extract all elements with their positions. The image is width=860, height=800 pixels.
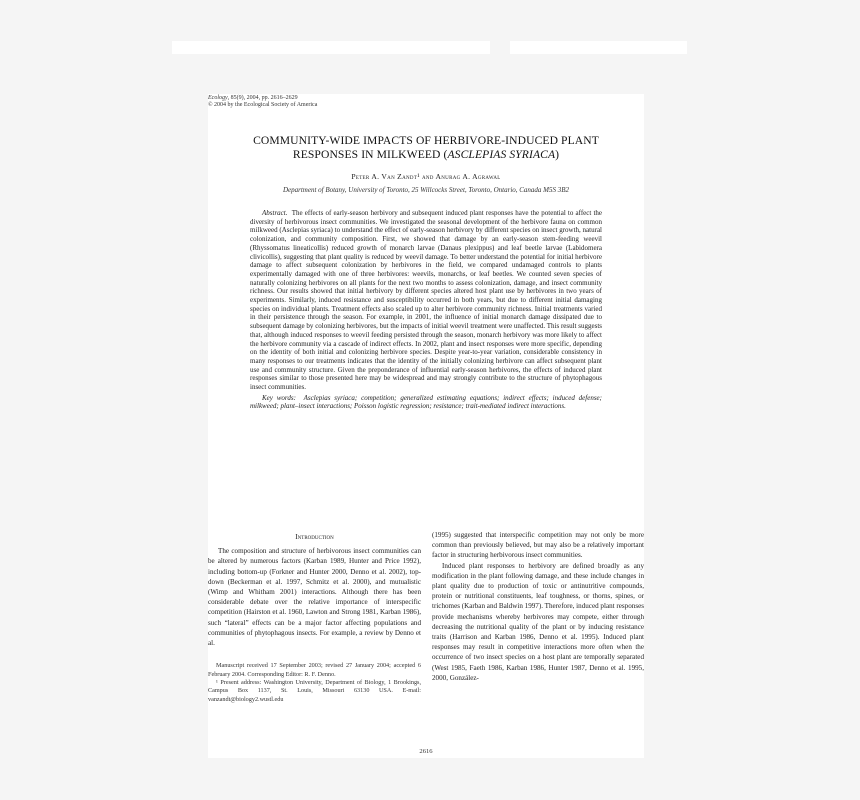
authors: Peter A. Van Zandt¹ and Anurag A. Agrawal (351, 172, 501, 181)
keywords-text: Asclepias syriaca; competition; generalized estimating equations; indirect effects; induced defense; milkweed; plant–insect interactions; Poisson logistic regression; resistance; trait-mediated indirect interactions. (250, 393, 602, 411)
footnotes (208, 662, 421, 704)
abstract (250, 209, 602, 411)
copyright-line: © 2004 by the Ecological Society of America (208, 102, 318, 108)
manuscript-note: Manuscript received 17 September 2003; revised 27 January 2004; accepted 6 February 2004. Corresponding Editor: R. F. Denno. (208, 662, 421, 678)
journal-citation: Ecology, 85(9), 2004, pp. 2616–2629 © 2004 by the Ecological Society of America (208, 95, 318, 108)
intro-paragraph: The composition and structure of herbivorous insect communities can be altered by numerous factors (Karban 1989, Hunter and Price 1992), including bottom-up (Forkner and Hunter 2000, Denno et al. 2002), top-down (Beckerman et al. 1997, Schmitz et al. 2000), and mutualistic (Wimp and Whitham 2001) interactions. Although there has been considerable debate over the relative importance of interspecific competition (Hairston et al. 1960, Lawton and Strong 1981, Karban 1986), such “lateral” effects can be a major factor affecting populations and communities of phytophagous insects. For example, a review by Denno et al. (208, 547, 421, 648)
affiliation: Department of Botany, University of Toronto, 25 Willcocks Street, Toronto, Ontario, Canada M5S 3B2 (282, 186, 570, 194)
top-bar-left (172, 41, 490, 54)
address-note: ¹ Present address: Washington University, Department of Biology, 1 Brookings, Campus Box 1137, St. Louis, Missouri 63130 USA. E-mail: vanzandt@biology2.wustl.edu (208, 679, 421, 703)
left-column (208, 530, 421, 704)
right-paragraph-1: (1995) suggested that interspecific competition may not only be more common than previously believed, but may also be a relatively important factor in structuring herbivorous insect communities. (432, 531, 644, 560)
page-number: 2616 (419, 748, 433, 755)
paper-page (208, 94, 644, 758)
right-column (432, 530, 644, 683)
abstract-text: The effects of early-season herbivory and subsequent induced plant responses have the potential to affect the diversity of herbivorous insect communities. We investigated the seasonal development of the herbivore fauna on common milkweed (Asclepias syriaca) to understand the effect of early-season herbivory by different species on insect growth, natural colonization, and community composition. First, we showed that damage by an early-season stem-feeding weevil (Rhyssomatus lineaticollis) reduced growth of monarch larvae (Danaus plexippus) and leaf beetle larvae (Labidomera clivicollis), suggesting that plant quality is reduced by weevil damage. To better understand the potential for initial herbivore damage to affect subsequent colonization by herbivores in the field, we compared undamaged controls to plants experimentally damaged with one of three herbivores: weevils, monarchs, or leaf beetles. We counted seven species of naturally colonizing herbivores on all plants for the next two months to assess colonization, damage, and insect community richness. Our results showed that initial herbivory by different species altered host plant use by herbivores in two years of experiments. Similarly, induced resistance and susceptibility occurred in both years, but due to different initial damaging species on individual plants. Treatment effects also scaled up to alter herbivore community richness. Initial treatments varied in their persistence through the season. For example, in 2001, the influence of initial monarch damage dissipated due to subsequent damage by colonizing herbivores, but the impacts of initial weevil treatment were unaffected. This result suggests that, although induced responses to weevil feeding persisted through the season, monarch herbivory was more likely to affect the herbivore community via a cascade of indirect effects. In 2002, plant and insect responses were more specific, depending on the identity of both initial and colonizing herbivore species. Despite year-to-year variation, considerable consistency in many responses to our treatments indicates that the identity of the initially colonizing herbivore can affect subsequent plant use and community structure. Given the preponderance of influential early-season herbivores, the effects of induced plant responses similar to those presented here may be widespread and may strongly contribute to the structure of phytophagous insect communities. (250, 209, 602, 392)
paper-title: COMMUNITY-WIDE IMPACTS OF HERBIVORE-INDUCED PLANT RESPONSES IN MILKWEED (ASCLEPIAS SYRIACA) (253, 134, 599, 161)
top-bar-right (510, 41, 687, 54)
introduction-heading: Introduction (295, 532, 334, 541)
abstract-label: Abstract. (262, 209, 288, 217)
right-paragraph-2: Induced plant responses to herbivory are defined broadly as any modification in the plant following damage, and these include changes in plant quality due to production of toxic or antinutritive compounds, protein or nutritional constituents, leaf toughness, or thorns, spines, or trichomes (Karban and Baldwin 1997). Therefore, induced plant responses provide mechanisms whereby herbivores may compete, either through decreasing the nutritional quality of the plant or by inducing resistance traits (Harrison and Karban 1986, Denno et al. 1995). Induced plant responses may result in competitive interactions more often when the occurrence of two insect species on a host plant are temporally separated (West 1985, Faeth 1986, Karban 1986, Hunter 1987, Denno et al. 1995, 2000, González- (432, 561, 644, 682)
keywords-label: Key words: (262, 393, 296, 402)
